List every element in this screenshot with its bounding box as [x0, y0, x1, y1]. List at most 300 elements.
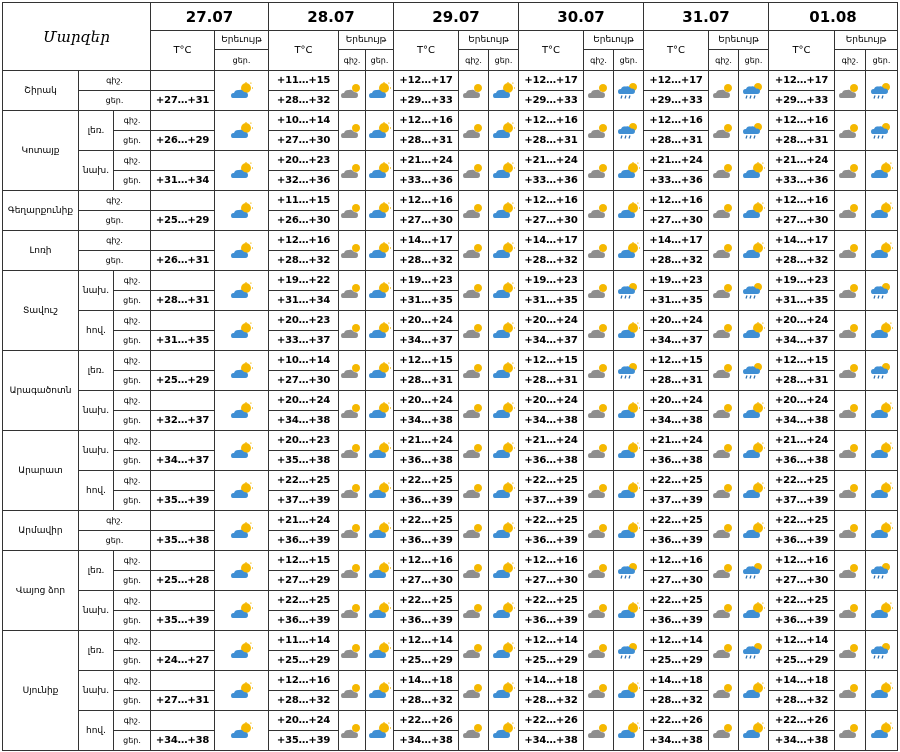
time-of-day: ցեր.	[114, 571, 151, 591]
night-icon-cell	[339, 671, 366, 711]
night-cloud-icon	[711, 682, 737, 700]
day-icon-cell	[366, 511, 394, 551]
sun-cloud-icon	[616, 682, 642, 700]
temp-col-header: T°C	[151, 31, 215, 71]
night-icon-cell	[339, 631, 366, 671]
sun-cloud-icon	[491, 722, 517, 740]
temperature-cell: +33…+36	[644, 171, 709, 191]
night-icon-cell	[339, 71, 366, 111]
night-sub-header: գիշ.	[835, 50, 866, 71]
night-cloud-icon	[586, 562, 612, 580]
sun-cloud-icon	[491, 362, 517, 380]
day-icon-cell	[366, 351, 394, 391]
temperature-cell: +28…+31	[769, 371, 835, 391]
night-icon-cell	[459, 391, 489, 431]
night-cloud-icon	[339, 362, 365, 380]
day-icon-cell	[489, 111, 519, 151]
table-row	[3, 271, 898, 291]
sun-cloud-icon	[491, 682, 517, 700]
temperature-cell: +28…+31	[519, 131, 584, 151]
rain-cloud-icon	[869, 282, 895, 300]
temperature-cell: +12…+16	[269, 671, 339, 691]
day-icon-cell	[866, 631, 898, 671]
temperature-cell: +22…+26	[769, 711, 835, 731]
temperature-cell: +27…+31	[151, 691, 215, 711]
date-header: 30.07	[519, 3, 644, 31]
temperature-cell: +36…+38	[394, 451, 459, 471]
sun-cloud-icon	[491, 402, 517, 420]
temperature-cell: +21…+24	[519, 431, 584, 451]
day-icon-cell	[739, 271, 769, 311]
night-cloud-icon	[711, 282, 737, 300]
sun-cloud-icon	[491, 562, 517, 580]
night-icon-cell	[709, 151, 739, 191]
day-icon-cell	[489, 271, 519, 311]
region-name: Կոտայք	[3, 111, 79, 191]
night-sub-header: գիշ.	[584, 50, 614, 71]
temperature-cell: +12…+16	[644, 111, 709, 131]
night-icon-cell	[339, 231, 366, 271]
temperature-cell: +28…+32	[394, 691, 459, 711]
weather-icon-cell	[215, 551, 269, 591]
rain-cloud-icon	[616, 282, 642, 300]
date-header: 29.07	[394, 3, 519, 31]
time-of-day: գիշ.	[114, 391, 151, 411]
sun-cloud-icon	[367, 482, 393, 500]
temperature-cell	[151, 71, 215, 91]
temperature-cell: +19…+23	[394, 271, 459, 291]
day-icon-cell	[489, 191, 519, 231]
night-cloud-icon	[461, 522, 487, 540]
sun-cloud-icon	[367, 602, 393, 620]
temperature-cell: +11…+15	[269, 191, 339, 211]
night-icon-cell	[339, 431, 366, 471]
night-cloud-icon	[586, 282, 612, 300]
weather-icon-cell	[215, 471, 269, 511]
temperature-cell: +36…+39	[769, 611, 835, 631]
night-icon-cell	[835, 391, 866, 431]
night-icon-cell	[459, 511, 489, 551]
rain-cloud-icon	[741, 82, 767, 100]
temperature-cell: +27…+29	[269, 571, 339, 591]
time-of-day: գիշ.	[79, 231, 151, 251]
temperature-cell: +20…+24	[269, 391, 339, 411]
night-cloud-icon	[586, 722, 612, 740]
temperature-cell: +12…+15	[269, 551, 339, 571]
temperature-cell: +32…+36	[269, 171, 339, 191]
subregion-label: լեռ.	[79, 111, 114, 151]
temperature-cell: +20…+23	[269, 431, 339, 451]
day-icon-cell	[489, 71, 519, 111]
temperature-cell: +14…+17	[644, 231, 709, 251]
temperature-cell: +20…+24	[644, 391, 709, 411]
night-icon-cell	[835, 71, 866, 111]
time-of-day: ցեր.	[114, 691, 151, 711]
temperature-cell: +28…+31	[519, 371, 584, 391]
temperature-cell	[151, 111, 215, 131]
night-icon-cell	[709, 311, 739, 351]
day-icon-cell	[366, 711, 394, 751]
temperature-cell: +12…+17	[394, 71, 459, 91]
temperature-cell: +27…+31	[151, 91, 215, 111]
night-cloud-icon	[586, 322, 612, 340]
night-icon-cell	[709, 551, 739, 591]
day-icon-cell	[489, 351, 519, 391]
sun-cloud-icon	[491, 202, 517, 220]
temperature-cell: +28…+31	[151, 291, 215, 311]
temperature-cell: +21…+24	[769, 151, 835, 171]
temperature-cell	[151, 151, 215, 171]
temperature-cell: +12…+16	[519, 111, 584, 131]
temperature-cell: +25…+29	[151, 371, 215, 391]
table-row	[3, 391, 898, 411]
night-icon-cell	[584, 231, 614, 271]
temperature-cell: +36…+39	[519, 611, 584, 631]
night-cloud-icon	[339, 122, 365, 140]
temperature-cell: +34…+37	[151, 451, 215, 471]
temperature-cell: +12…+16	[269, 231, 339, 251]
night-icon-cell	[709, 431, 739, 471]
time-of-day: ցեր.	[79, 251, 151, 271]
temperature-cell: +37…+39	[644, 491, 709, 511]
temperature-cell: +27…+30	[269, 371, 339, 391]
day-icon-cell	[739, 431, 769, 471]
date-header: 28.07	[269, 3, 394, 31]
day-icon-cell	[614, 631, 644, 671]
temperature-cell: +12…+14	[519, 631, 584, 651]
night-cloud-icon	[461, 82, 487, 100]
night-icon-cell	[459, 151, 489, 191]
temperature-cell: +12…+14	[394, 631, 459, 651]
temperature-cell: +28…+32	[269, 251, 339, 271]
temperature-cell: +22…+26	[644, 711, 709, 731]
sun-cloud-icon	[229, 442, 255, 460]
date-header: 31.07	[644, 3, 769, 31]
night-cloud-icon	[837, 322, 863, 340]
temperature-cell: +37…+39	[269, 491, 339, 511]
day-icon-cell	[866, 191, 898, 231]
region-name: Արագածոտն	[3, 351, 79, 431]
night-cloud-icon	[461, 322, 487, 340]
night-cloud-icon	[711, 162, 737, 180]
night-cloud-icon	[461, 202, 487, 220]
night-icon-cell	[339, 591, 366, 631]
table-row	[3, 311, 898, 331]
day-icon-cell	[614, 471, 644, 511]
temperature-cell: +19…+23	[519, 271, 584, 291]
sun-cloud-icon	[616, 242, 642, 260]
time-of-day: ցեր.	[114, 411, 151, 431]
day-icon-cell	[866, 471, 898, 511]
temperature-cell: +34…+38	[151, 731, 215, 751]
date-header: 27.07	[151, 3, 269, 31]
temperature-cell: +20…+24	[519, 311, 584, 331]
day-sub-header: ցեր.	[866, 50, 898, 71]
time-of-day: ցեր.	[114, 171, 151, 191]
temperature-cell: +28…+32	[644, 691, 709, 711]
temperature-cell: +33…+36	[519, 171, 584, 191]
day-icon-cell	[739, 231, 769, 271]
night-icon-cell	[459, 591, 489, 631]
time-of-day: ցեր.	[114, 651, 151, 671]
table-row	[3, 631, 898, 651]
night-cloud-icon	[711, 362, 737, 380]
temperature-cell: +21…+24	[519, 151, 584, 171]
night-icon-cell	[835, 111, 866, 151]
sun-cloud-icon	[869, 682, 895, 700]
subregion-label: լեռ.	[79, 551, 114, 591]
temperature-cell: +11…+14	[269, 631, 339, 651]
region-name: Լոռի	[3, 231, 79, 271]
temperature-cell: +33…+37	[269, 331, 339, 351]
region-name: Արարատ	[3, 431, 79, 511]
night-cloud-icon	[711, 82, 737, 100]
day-sub-header: ցեր.	[614, 50, 644, 71]
night-icon-cell	[584, 591, 614, 631]
sun-cloud-icon	[616, 402, 642, 420]
night-cloud-icon	[711, 242, 737, 260]
time-of-day: գիշ.	[79, 511, 151, 531]
night-cloud-icon	[339, 82, 365, 100]
sun-cloud-icon	[491, 482, 517, 500]
temperature-cell: +33…+36	[769, 171, 835, 191]
temperature-cell: +14…+18	[644, 671, 709, 691]
night-icon-cell	[835, 631, 866, 671]
sun-cloud-icon	[741, 202, 767, 220]
temperature-cell: +31…+35	[151, 331, 215, 351]
day-icon-cell	[739, 671, 769, 711]
night-icon-cell	[709, 671, 739, 711]
temperature-cell	[151, 351, 215, 371]
temperature-cell: +36…+39	[519, 531, 584, 551]
table-row	[3, 471, 898, 491]
day-icon-cell	[739, 191, 769, 231]
sun-cloud-icon	[367, 162, 393, 180]
night-icon-cell	[459, 551, 489, 591]
time-of-day: գիշ.	[114, 151, 151, 171]
temperature-cell: +33…+36	[394, 171, 459, 191]
day-sub-header: ցեր.	[489, 50, 519, 71]
night-icon-cell	[835, 311, 866, 351]
time-of-day: ցեր.	[114, 491, 151, 511]
rain-cloud-icon	[741, 642, 767, 660]
night-cloud-icon	[586, 402, 612, 420]
night-icon-cell	[339, 311, 366, 351]
time-of-day: գիշ.	[114, 111, 151, 131]
temp-col-header: T°C	[394, 31, 459, 71]
day-icon-cell	[489, 311, 519, 351]
night-icon-cell	[709, 391, 739, 431]
sun-cloud-icon	[869, 442, 895, 460]
temperature-cell: +36…+38	[519, 451, 584, 471]
temperature-cell: +26…+30	[269, 211, 339, 231]
table-row	[3, 551, 898, 571]
night-icon-cell	[584, 391, 614, 431]
weather-icon-cell	[215, 591, 269, 631]
sun-cloud-icon	[367, 82, 393, 100]
day-icon-cell	[366, 391, 394, 431]
day-icon-cell	[489, 591, 519, 631]
sun-cloud-icon	[741, 162, 767, 180]
subregion-label: նախ.	[79, 431, 114, 471]
day-icon-cell	[614, 231, 644, 271]
day-icon-cell	[614, 591, 644, 631]
weather-icon-cell	[215, 351, 269, 391]
night-cloud-icon	[837, 282, 863, 300]
temperature-cell: +10…+14	[269, 111, 339, 131]
night-cloud-icon	[837, 442, 863, 460]
night-cloud-icon	[339, 442, 365, 460]
day-icon-cell	[366, 591, 394, 631]
temperature-cell: +28…+31	[644, 131, 709, 151]
night-cloud-icon	[339, 202, 365, 220]
region-name: Գեղարքունիք	[3, 191, 79, 231]
weather-icon-cell	[215, 511, 269, 551]
date-header: 01.08	[769, 3, 898, 31]
weather-icon-cell	[215, 711, 269, 751]
weather-icon-cell	[215, 271, 269, 311]
night-icon-cell	[459, 71, 489, 111]
weather-icon-cell	[215, 631, 269, 671]
night-sub-header: գիշ.	[709, 50, 739, 71]
rain-cloud-icon	[616, 642, 642, 660]
temperature-cell: +10…+14	[269, 351, 339, 371]
temperature-cell: +21…+24	[394, 151, 459, 171]
day-icon-cell	[866, 311, 898, 351]
temperature-cell: +31…+35	[519, 291, 584, 311]
night-cloud-icon	[461, 562, 487, 580]
day-icon-cell	[739, 711, 769, 751]
temperature-cell: +28…+32	[644, 251, 709, 271]
day-icon-cell	[614, 271, 644, 311]
temperature-cell: +28…+32	[519, 691, 584, 711]
temperature-cell: +34…+37	[769, 331, 835, 351]
temperature-cell: +21…+24	[394, 431, 459, 451]
sun-cloud-icon	[869, 402, 895, 420]
sun-cloud-icon	[491, 442, 517, 460]
temperature-cell: +34…+38	[644, 731, 709, 751]
temperature-cell: +20…+24	[394, 311, 459, 331]
temperature-cell: +26…+31	[151, 251, 215, 271]
weather-icon-cell	[215, 191, 269, 231]
sun-cloud-icon	[869, 242, 895, 260]
sun-cloud-icon	[616, 162, 642, 180]
day-icon-cell	[366, 271, 394, 311]
day-icon-cell	[866, 351, 898, 391]
temperature-cell: +12…+16	[394, 111, 459, 131]
night-icon-cell	[339, 711, 366, 751]
temperature-cell: +27…+30	[769, 211, 835, 231]
night-cloud-icon	[339, 482, 365, 500]
day-icon-cell	[739, 511, 769, 551]
temperature-cell: +14…+17	[519, 231, 584, 251]
night-cloud-icon	[711, 642, 737, 660]
temperature-cell: +34…+38	[394, 411, 459, 431]
time-of-day: ցեր.	[114, 291, 151, 311]
night-icon-cell	[459, 191, 489, 231]
day-icon-cell	[614, 671, 644, 711]
temperature-cell: +12…+16	[769, 551, 835, 571]
temperature-cell: +28…+32	[769, 691, 835, 711]
sun-cloud-icon	[229, 202, 255, 220]
night-icon-cell	[835, 151, 866, 191]
night-cloud-icon	[586, 522, 612, 540]
night-icon-cell	[459, 271, 489, 311]
sun-cloud-icon	[367, 522, 393, 540]
temperature-cell: +11…+15	[269, 71, 339, 91]
day-icon-cell	[489, 631, 519, 671]
temperature-cell: +12…+15	[394, 351, 459, 371]
sun-cloud-icon	[869, 722, 895, 740]
night-icon-cell	[584, 631, 614, 671]
day-icon-cell	[739, 631, 769, 671]
sun-cloud-icon	[229, 282, 255, 300]
weather-col-header: Երեւույթ	[339, 31, 394, 50]
day-icon-cell	[489, 671, 519, 711]
rain-cloud-icon	[869, 362, 895, 380]
temperature-cell: +34…+38	[519, 731, 584, 751]
temperature-cell: +12…+14	[644, 631, 709, 651]
temperature-cell: +31…+35	[394, 291, 459, 311]
temperature-cell: +22…+25	[394, 511, 459, 531]
temperature-cell: +12…+16	[644, 191, 709, 211]
temperature-cell: +34…+38	[769, 731, 835, 751]
sun-cloud-icon	[491, 162, 517, 180]
night-cloud-icon	[586, 242, 612, 260]
time-of-day: գիշ.	[114, 271, 151, 291]
temperature-cell: +27…+30	[394, 211, 459, 231]
night-cloud-icon	[711, 722, 737, 740]
night-icon-cell	[459, 471, 489, 511]
day-sub-header: ցեր.	[215, 50, 269, 71]
night-icon-cell	[584, 431, 614, 471]
night-icon-cell	[584, 671, 614, 711]
temperature-cell: +22…+26	[519, 711, 584, 731]
temperature-cell: +31…+35	[769, 291, 835, 311]
day-icon-cell	[614, 311, 644, 351]
temperature-cell: +14…+17	[769, 231, 835, 251]
sun-cloud-icon	[741, 602, 767, 620]
temperature-cell: +22…+25	[769, 471, 835, 491]
night-cloud-icon	[586, 442, 612, 460]
temperature-cell: +35…+39	[151, 491, 215, 511]
weather-col-header: Երեւույթ	[584, 31, 644, 50]
sun-cloud-icon	[229, 522, 255, 540]
sun-cloud-icon	[491, 322, 517, 340]
rain-cloud-icon	[741, 362, 767, 380]
day-icon-cell	[866, 231, 898, 271]
sun-cloud-icon	[367, 282, 393, 300]
temperature-cell: +31…+35	[644, 291, 709, 311]
temperature-cell: +28…+31	[394, 131, 459, 151]
temperature-cell	[151, 511, 215, 531]
weather-icon-cell	[215, 431, 269, 471]
temperature-cell	[151, 631, 215, 651]
temperature-cell: +35…+38	[151, 531, 215, 551]
temperature-cell: +27…+30	[519, 211, 584, 231]
day-icon-cell	[866, 551, 898, 591]
night-icon-cell	[459, 111, 489, 151]
night-cloud-icon	[837, 362, 863, 380]
day-icon-cell	[866, 111, 898, 151]
sun-cloud-icon	[367, 722, 393, 740]
time-of-day: գիշ.	[114, 351, 151, 371]
night-cloud-icon	[837, 162, 863, 180]
night-cloud-icon	[339, 522, 365, 540]
table-row	[3, 111, 898, 131]
temperature-cell: +32…+37	[151, 411, 215, 431]
weather-icon-cell	[215, 311, 269, 351]
